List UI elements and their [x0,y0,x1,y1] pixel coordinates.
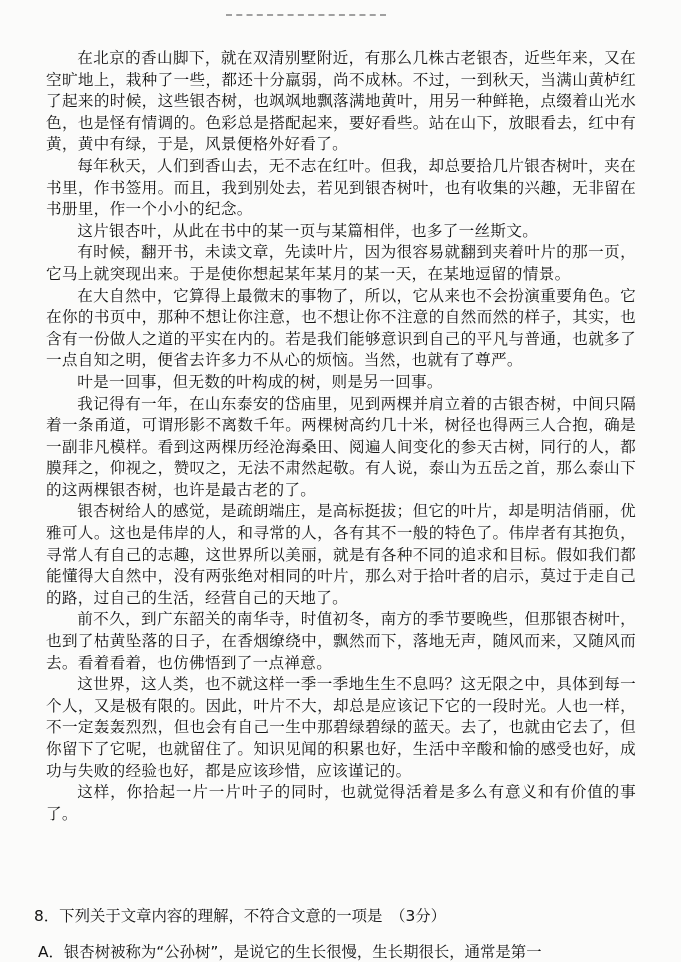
question-8 [34,898,644,970]
question-stem: 8．下列关于文章内容的理解，不符合文意的一项是 （3分） [34,907,447,925]
essay-paragraph: 这样，你拾起一片一片叶子的同时，也就觉得活着是多么有意义和有价值的事了。 [46,783,636,823]
essay-paragraph: 在北京的香山脚下，就在双清别墅附近，有那么几株古老银杏，近些年来，又在空旷地上，栽种了一些，都还十分羸弱，尚不成林。不过，一到秋天，当满山黄栌红了起来的时候，这些银杏树，也飒飒地飘落满地黄叶，用另一种鲜艳，点缀着山光水色，也是怪有情调的。色彩总是搭配起来，要好看些。站在山下，放眼看去，红中有黄，黄中有绿，于是，风景便格外好看了。 [46,49,636,154]
essay-paragraph: 我记得有一年，在山东泰安的岱庙里，见到两棵并肩立着的古银杏树，中间只隔着一条甬道，可谓形影不离数千年。两棵树高约几十米，树径也得两三人合抱，确是一副非凡模样。看到这两棵历经沧海桑田、阅遍人间变化的参天古树，同行的人，都膜拜之，仰视之，赞叹之，无法不肃然起敬。有人说，泰山为五岳之首，那么泰山下的这两棵银杏树，也许是最古老的了。 [46,394,636,499]
essay-body [46,48,636,825]
essay-paragraph: 这片银杏叶，从此在书中的某一页与某篇相伴，也多了一丝斯文。 [77,221,539,240]
answer-option-a: A．银杏树被称为“公孙树”，是说它的生长很慢，生长期很长，通常是第一 [38,943,542,961]
essay-paragraph: 有时候，翻开书，未读文章，先读叶片，因为很容易就翻到夹着叶片的那一页，它马上就突现出来。于是使你想起某年某月的某一天，在某地逗留的情景。 [46,243,636,283]
essay-paragraph: 这世界，这人类，也不就这样一季一季地生生不息吗？这无限之中，具体到每一个人，又是极有限的。因此，叶片不大，却总是应该记下它的一段时光。人也一样，不一定轰轰烈烈，但也会有自己一生中那碧绿碧绿的蓝天。去了，也就由它去了，但你留下了它呢，也就留住了。知识见闻的积累也好，生活中辛酸和愉的感受也好，成功与失败的经验也好，都是应该珍惜，应该谨记的。 [46,675,636,780]
essay-paragraph: 每年秋天，人们到香山去，无不志在红叶。但我，却总要拾几片银杏树叶，夹在书里，作书签用。而且，我到别处去，若见到银杏树叶，也有收集的兴趣，无非留在书册里，作一个小小的纪念。 [46,156,636,219]
essay-paragraph: 在大自然中，它算得上最微末的事物了，所以，它从来也不会扮演重要角色。它在你的书页中，那种不想让你注意，也不想让你不注意的自然而然的样子，其实，也含有一份做人之道的平实在内的。若是我们能够意识到自己的平凡与普通，也就多了一点自知之明，便省去许多力不从心的烦恼。当然，也就有了尊严。 [46,286,636,370]
essay-paragraph: 叶是一回事，但无数的叶构成的树，则是另一回事。 [77,372,443,391]
essay-paragraph: 银杏树给人的感觉，是疏朗端庄，是高标挺拔；但它的叶片，却是明洁俏丽，优雅可人。这也是伟岸的人，和寻常的人，各有其不一般的特色了。伟岸者有其抱负，寻常人有自己的志趣，这世界所以美丽，就是有各种不同的追求和目标。假如我们都能懂得大自然中，没有两张绝对相同的叶片，那么对于拾叶者的启示，莫过于走自己的路，过自己的生活，经营自己的天地了。 [46,502,636,607]
header-dashed-rule [226,14,386,16]
essay-paragraph: 前不久，到广东韶关的南华寺，时值初冬，南方的季节要晚些，但那银杏树叶，也到了枯黄坠落的日子，在香烟缭绕中，飘然而下，落地无声，随风而来，又随风而去。看着看着，也仿佛悟到了一点禅意。 [46,610,636,672]
